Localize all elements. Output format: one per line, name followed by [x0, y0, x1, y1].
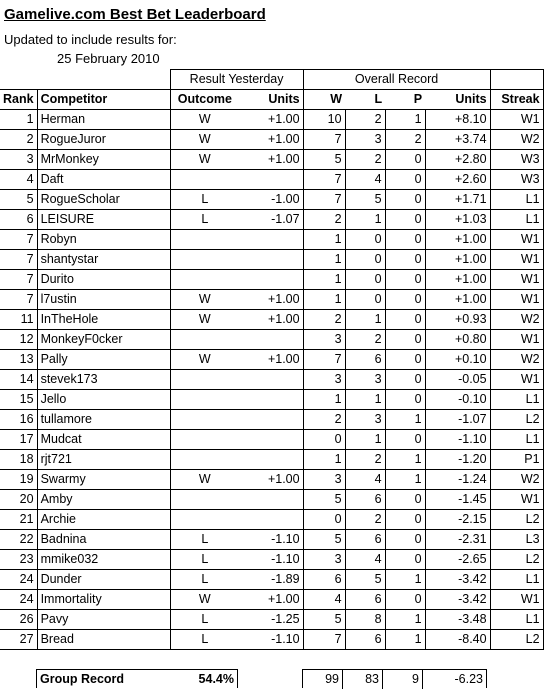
wins-cell: 7 [303, 350, 345, 370]
table-row [0, 550, 543, 570]
units-yesterday-cell [239, 490, 303, 510]
losses-cell: 0 [345, 290, 385, 310]
units-overall-cell: +1.00 [425, 230, 490, 250]
competitor-cell: MrMonkey [37, 150, 170, 170]
overall-record-header: Overall Record [303, 70, 490, 90]
wins-cell: 7 [303, 170, 345, 190]
table-row [0, 610, 543, 630]
results-date: 25 February 2010 [57, 51, 160, 66]
wins-cell: 0 [303, 510, 345, 530]
units-overall-cell: +2.80 [425, 150, 490, 170]
col-outcome: Outcome [170, 90, 239, 110]
outcome-cell: W [170, 470, 239, 490]
rank-cell: 11 [0, 310, 37, 330]
pushes-cell: 0 [385, 330, 425, 350]
rank-cell: 12 [0, 330, 37, 350]
rank-cell: 16 [0, 410, 37, 430]
wins-cell: 3 [303, 370, 345, 390]
table-row [0, 310, 543, 330]
table-row [0, 250, 543, 270]
outcome-cell: L [170, 550, 239, 570]
outcome-cell [170, 270, 239, 290]
competitor-cell: l7ustin [37, 290, 170, 310]
competitor-cell: Herman [37, 110, 170, 130]
competitor-cell: MonkeyF0cker [37, 330, 170, 350]
wins-cell: 1 [303, 230, 345, 250]
table-row [0, 130, 543, 150]
streak-cell: W1 [490, 270, 543, 290]
losses-cell: 6 [345, 490, 385, 510]
streak-cell: L2 [490, 510, 543, 530]
units-overall-cell: +1.00 [425, 270, 490, 290]
competitor-cell: shantystar [37, 250, 170, 270]
losses-cell: 2 [345, 110, 385, 130]
rank-cell: 7 [0, 230, 37, 250]
wins-cell: 5 [303, 490, 345, 510]
losses-cell: 1 [345, 390, 385, 410]
units-overall-cell: -2.15 [425, 510, 490, 530]
outcome-cell: L [170, 530, 239, 550]
pushes-cell: 1 [385, 410, 425, 430]
losses-cell: 2 [345, 450, 385, 470]
wins-cell: 1 [303, 390, 345, 410]
units-yesterday-cell [239, 390, 303, 410]
losses-cell: 3 [345, 410, 385, 430]
wins-cell: 2 [303, 310, 345, 330]
wins-cell: 2 [303, 410, 345, 430]
units-overall-cell: -0.05 [425, 370, 490, 390]
rank-cell: 1 [0, 110, 37, 130]
competitor-cell: stevek173 [37, 370, 170, 390]
units-yesterday-cell: -1.25 [239, 610, 303, 630]
units-overall-cell: -0.10 [425, 390, 490, 410]
competitor-cell: Swarmy [37, 470, 170, 490]
competitor-cell: Jello [37, 390, 170, 410]
units-yesterday-cell [239, 410, 303, 430]
group-record-totals [302, 669, 487, 688]
pushes-cell: 0 [385, 490, 425, 510]
wins-cell: 1 [303, 270, 345, 290]
wins-cell: 7 [303, 190, 345, 210]
streak-cell: W2 [490, 130, 543, 150]
pushes-cell: 0 [385, 190, 425, 210]
outcome-cell [170, 330, 239, 350]
losses-cell: 5 [345, 570, 385, 590]
outcome-cell: L [170, 610, 239, 630]
outcome-cell [170, 430, 239, 450]
streak-cell: W1 [490, 250, 543, 270]
table-row [0, 290, 543, 310]
outcome-cell [170, 490, 239, 510]
streak-cell: W2 [490, 350, 543, 370]
streak-cell: W3 [490, 170, 543, 190]
units-overall-cell: +8.10 [425, 110, 490, 130]
units-overall-cell: -1.20 [425, 450, 490, 470]
losses-cell: 2 [345, 150, 385, 170]
competitor-cell: Archie [37, 510, 170, 530]
competitor-cell: Robyn [37, 230, 170, 250]
losses-cell: 6 [345, 350, 385, 370]
outcome-cell [170, 370, 239, 390]
streak-cell: L1 [490, 390, 543, 410]
rank-cell: 27 [0, 630, 37, 650]
units-yesterday-cell [239, 250, 303, 270]
table-row [0, 590, 543, 610]
pushes-cell: 0 [385, 350, 425, 370]
col-l: L [345, 90, 385, 110]
wins-cell: 3 [303, 470, 345, 490]
losses-cell: 4 [345, 470, 385, 490]
leaderboard-table [0, 69, 544, 650]
streak-cell: L1 [490, 210, 543, 230]
pushes-cell: 0 [385, 510, 425, 530]
wins-cell: 3 [303, 550, 345, 570]
table-row [0, 170, 543, 190]
rank-cell: 3 [0, 150, 37, 170]
wins-cell: 6 [303, 570, 345, 590]
table-row [0, 370, 543, 390]
outcome-cell [170, 250, 239, 270]
losses-cell: 1 [345, 210, 385, 230]
units-yesterday-cell: -1.10 [239, 630, 303, 650]
rank-cell: 6 [0, 210, 37, 230]
streak-cell: L1 [490, 430, 543, 450]
outcome-cell [170, 410, 239, 430]
units-overall-cell: +2.60 [425, 170, 490, 190]
rank-cell: 5 [0, 190, 37, 210]
updated-note: Updated to include results for: [4, 32, 177, 47]
losses-cell: 4 [345, 550, 385, 570]
table-row [0, 410, 543, 430]
units-yesterday-cell: +1.00 [239, 350, 303, 370]
units-yesterday-cell: +1.00 [239, 290, 303, 310]
pushes-cell: 1 [385, 470, 425, 490]
pushes-cell: 1 [385, 570, 425, 590]
pushes-cell: 0 [385, 230, 425, 250]
wins-cell: 5 [303, 530, 345, 550]
rank-cell: 13 [0, 350, 37, 370]
competitor-cell: rjt721 [37, 450, 170, 470]
streak-cell: L2 [490, 630, 543, 650]
outcome-cell: W [170, 590, 239, 610]
competitor-cell: RogueScholar [37, 190, 170, 210]
units-overall-cell: +1.03 [425, 210, 490, 230]
table-row [0, 150, 543, 170]
table-row [0, 470, 543, 490]
competitor-cell: tullamore [37, 410, 170, 430]
units-yesterday-cell: -1.10 [239, 530, 303, 550]
losses-cell: 2 [345, 510, 385, 530]
competitor-cell: Immortality [37, 590, 170, 610]
rank-cell: 14 [0, 370, 37, 390]
rank-cell: 15 [0, 390, 37, 410]
losses-cell: 2 [345, 330, 385, 350]
pushes-cell: 2 [385, 130, 425, 150]
streak-cell: W1 [490, 110, 543, 130]
units-yesterday-cell: +1.00 [239, 150, 303, 170]
units-overall-cell: -3.48 [425, 610, 490, 630]
units-overall-cell: -1.24 [425, 470, 490, 490]
competitor-cell: Amby [37, 490, 170, 510]
group-record-w: 99 [303, 670, 343, 689]
streak-cell: W3 [490, 150, 543, 170]
units-yesterday-cell [239, 510, 303, 530]
col-p: P [385, 90, 425, 110]
losses-cell: 1 [345, 310, 385, 330]
streak-cell: P1 [490, 450, 543, 470]
table-row [0, 210, 543, 230]
pushes-cell: 0 [385, 550, 425, 570]
units-overall-cell: -2.31 [425, 530, 490, 550]
pushes-cell: 0 [385, 390, 425, 410]
col-streak: Streak [490, 90, 543, 110]
wins-cell: 7 [303, 130, 345, 150]
wins-cell: 4 [303, 590, 345, 610]
units-overall-cell: +3.74 [425, 130, 490, 150]
units-yesterday-cell: -1.00 [239, 190, 303, 210]
rank-cell: 7 [0, 250, 37, 270]
table-row [0, 350, 543, 370]
units-overall-cell: -3.42 [425, 590, 490, 610]
group-record-box [36, 669, 238, 688]
outcome-cell [170, 510, 239, 530]
wins-cell: 10 [303, 110, 345, 130]
page-title: Gamelive.com Best Bet Leaderboard [4, 6, 266, 23]
pushes-cell: 0 [385, 590, 425, 610]
units-yesterday-cell [239, 330, 303, 350]
competitor-cell: mmike032 [37, 550, 170, 570]
leaderboard-rows [0, 110, 543, 650]
rank-cell: 20 [0, 490, 37, 510]
outcome-cell: L [170, 630, 239, 650]
losses-cell: 5 [345, 190, 385, 210]
losses-cell: 0 [345, 270, 385, 290]
wins-cell: 5 [303, 150, 345, 170]
pushes-cell: 1 [385, 630, 425, 650]
units-overall-cell: -3.42 [425, 570, 490, 590]
table-row [0, 490, 543, 510]
losses-cell: 1 [345, 430, 385, 450]
wins-cell: 0 [303, 430, 345, 450]
competitor-cell: Bread [37, 630, 170, 650]
units-overall-cell: -1.07 [425, 410, 490, 430]
competitor-cell: Dunder [37, 570, 170, 590]
col-competitor: Competitor [37, 90, 170, 110]
group-record-units: -6.23 [454, 672, 483, 686]
competitor-cell: Pavy [37, 610, 170, 630]
losses-cell: 8 [345, 610, 385, 630]
group-record-label: Group Record [40, 672, 125, 686]
table-row [0, 390, 543, 410]
pushes-cell: 0 [385, 530, 425, 550]
table-row [0, 330, 543, 350]
units-overall-cell: +1.00 [425, 290, 490, 310]
table-row [0, 190, 543, 210]
pushes-cell: 0 [385, 310, 425, 330]
losses-cell: 0 [345, 230, 385, 250]
table-row [0, 430, 543, 450]
streak-cell: W1 [490, 590, 543, 610]
pushes-cell: 1 [385, 610, 425, 630]
wins-cell: 7 [303, 630, 345, 650]
units-overall-cell: +0.93 [425, 310, 490, 330]
units-yesterday-cell [239, 370, 303, 390]
units-yesterday-cell: -1.10 [239, 550, 303, 570]
group-record-pct: 54.4% [198, 672, 234, 686]
units-yesterday-cell [239, 230, 303, 250]
table-row [0, 230, 543, 250]
outcome-cell: W [170, 130, 239, 150]
wins-cell: 1 [303, 450, 345, 470]
units-yesterday-cell: +1.00 [239, 310, 303, 330]
rank-cell: 24 [0, 570, 37, 590]
group-header-row [0, 70, 543, 90]
units-yesterday-cell [239, 270, 303, 290]
units-overall-cell: -2.65 [425, 550, 490, 570]
wins-cell: 5 [303, 610, 345, 630]
col-w: W [303, 90, 345, 110]
streak-cell: W2 [490, 470, 543, 490]
table-row [0, 530, 543, 550]
losses-cell: 3 [345, 370, 385, 390]
pushes-cell: 0 [385, 210, 425, 230]
units-yesterday-cell: +1.00 [239, 130, 303, 150]
pushes-cell: 0 [385, 270, 425, 290]
rank-cell: 7 [0, 290, 37, 310]
outcome-cell [170, 230, 239, 250]
table-row [0, 630, 543, 650]
wins-cell: 3 [303, 330, 345, 350]
units-overall-cell: +0.80 [425, 330, 490, 350]
rank-cell: 18 [0, 450, 37, 470]
table-row [0, 270, 543, 290]
losses-cell: 4 [345, 170, 385, 190]
competitor-cell: Badnina [37, 530, 170, 550]
competitor-cell: RogueJuror [37, 130, 170, 150]
units-overall-cell: -1.45 [425, 490, 490, 510]
rank-cell: 23 [0, 550, 37, 570]
streak-cell: W1 [490, 230, 543, 250]
pushes-cell: 0 [385, 290, 425, 310]
outcome-cell: W [170, 150, 239, 170]
competitor-cell: Durito [37, 270, 170, 290]
outcome-cell: L [170, 190, 239, 210]
pushes-cell: 0 [385, 370, 425, 390]
rank-cell: 24 [0, 590, 37, 610]
units-overall-cell: -1.10 [425, 430, 490, 450]
units-yesterday-cell: +1.00 [239, 590, 303, 610]
streak-cell: L3 [490, 530, 543, 550]
units-yesterday-cell [239, 430, 303, 450]
outcome-cell: L [170, 210, 239, 230]
competitor-cell: LEISURE [37, 210, 170, 230]
wins-cell: 1 [303, 290, 345, 310]
streak-cell: W1 [490, 370, 543, 390]
streak-cell: L2 [490, 410, 543, 430]
group-record-l: 83 [343, 670, 383, 689]
units-yesterday-cell [239, 450, 303, 470]
pushes-cell: 1 [385, 110, 425, 130]
col-units-overall: Units [425, 90, 490, 110]
streak-cell: W1 [490, 490, 543, 510]
units-overall-cell: +1.71 [425, 190, 490, 210]
wins-cell: 2 [303, 210, 345, 230]
rank-cell: 7 [0, 270, 37, 290]
losses-cell: 6 [345, 630, 385, 650]
outcome-cell [170, 170, 239, 190]
streak-cell: W1 [490, 330, 543, 350]
streak-cell: L2 [490, 550, 543, 570]
outcome-cell: W [170, 290, 239, 310]
col-units-yesterday: Units [239, 90, 303, 110]
competitor-cell: Daft [37, 170, 170, 190]
losses-cell: 6 [345, 590, 385, 610]
rank-cell: 17 [0, 430, 37, 450]
units-yesterday-cell: +1.00 [239, 110, 303, 130]
rank-cell: 26 [0, 610, 37, 630]
outcome-cell: L [170, 570, 239, 590]
losses-cell: 3 [345, 130, 385, 150]
outcome-cell [170, 450, 239, 470]
units-yesterday-cell: -1.07 [239, 210, 303, 230]
wins-cell: 1 [303, 250, 345, 270]
pushes-cell: 0 [385, 250, 425, 270]
losses-cell: 0 [345, 250, 385, 270]
pushes-cell: 1 [385, 450, 425, 470]
streak-cell: L1 [490, 570, 543, 590]
competitor-cell: Pally [37, 350, 170, 370]
outcome-cell [170, 390, 239, 410]
units-overall-cell: +1.00 [425, 250, 490, 270]
pushes-cell: 0 [385, 170, 425, 190]
outcome-cell: W [170, 350, 239, 370]
competitor-cell: InTheHole [37, 310, 170, 330]
losses-cell: 6 [345, 530, 385, 550]
outcome-cell: W [170, 110, 239, 130]
column-header-row [0, 90, 543, 110]
units-yesterday-cell: -1.89 [239, 570, 303, 590]
units-overall-cell: -8.40 [425, 630, 490, 650]
units-yesterday-cell: +1.00 [239, 470, 303, 490]
table-row [0, 510, 543, 530]
rank-cell: 22 [0, 530, 37, 550]
col-rank: Rank [0, 90, 37, 110]
table-row [0, 110, 543, 130]
rank-cell: 19 [0, 470, 37, 490]
streak-cell: W1 [490, 290, 543, 310]
streak-cell: L1 [490, 190, 543, 210]
streak-cell: W2 [490, 310, 543, 330]
table-row [0, 450, 543, 470]
outcome-cell: W [170, 310, 239, 330]
rank-cell: 2 [0, 130, 37, 150]
table-row [0, 570, 543, 590]
group-record-p: 9 [383, 670, 423, 689]
units-overall-cell: +0.10 [425, 350, 490, 370]
streak-cell: L1 [490, 610, 543, 630]
rank-cell: 4 [0, 170, 37, 190]
rank-cell: 21 [0, 510, 37, 530]
result-yesterday-header: Result Yesterday [170, 70, 303, 90]
pushes-cell: 0 [385, 150, 425, 170]
competitor-cell: Mudcat [37, 430, 170, 450]
pushes-cell: 0 [385, 430, 425, 450]
units-yesterday-cell [239, 170, 303, 190]
